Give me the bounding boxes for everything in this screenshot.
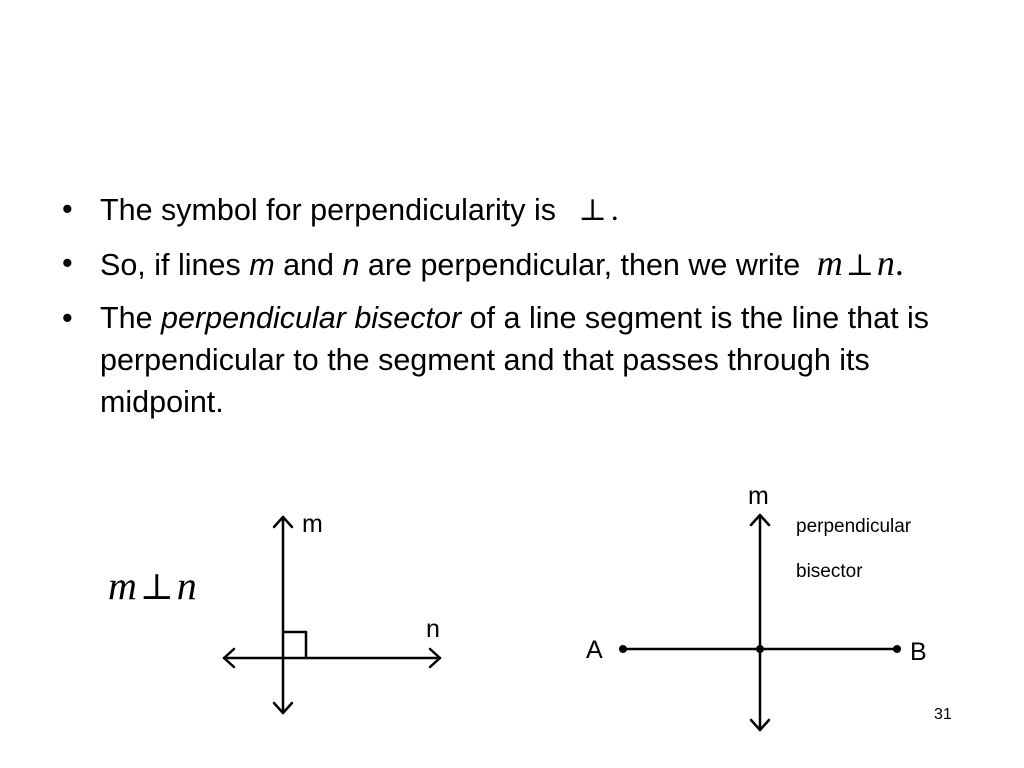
bullet-2-text-3: are perpendicular, then we write [359, 248, 809, 282]
bullet-dot: • [62, 192, 73, 226]
label-a: A [586, 636, 603, 664]
bullet-bisector [60, 297, 980, 423]
slide-number: 31 [934, 706, 952, 723]
bullet-dot: • [62, 301, 73, 335]
label-m-left: m [302, 510, 323, 538]
term-perpendicular-bisector: perpendicular bisector [161, 301, 462, 335]
inline-expression: m ⊥n. [816, 243, 904, 283]
perpendicular-expression: m⊥n [108, 563, 197, 608]
bullet-3-text-2: of a line segment is the line that is perpendicular to the segment and that passes through its midpoint. [100, 301, 930, 419]
var-n: n [342, 248, 360, 282]
bullet-lines-perp [60, 242, 980, 287]
bullet-dot: • [62, 246, 73, 280]
label-b: B [910, 638, 927, 666]
bullet-2-text-1: So, if lines [100, 248, 250, 282]
right-angle-mark [283, 632, 306, 658]
bullet-list [60, 188, 980, 433]
label-n: n [426, 615, 440, 643]
caption-perpendicular: perpendicular [796, 516, 912, 537]
bullet-1-end: . [610, 191, 619, 227]
bullet-1-text: The symbol for perpendicularity is [100, 193, 565, 227]
bullet-2-text-2: and [274, 248, 343, 282]
midpoint [756, 645, 764, 653]
bullet-perp-symbol [60, 188, 980, 232]
perpendicular-bisector-figure [600, 505, 920, 745]
bullet-3-text-1: The [100, 301, 162, 335]
point-a [619, 645, 627, 653]
point-b [893, 645, 901, 653]
label-m-right: m [748, 482, 769, 510]
perpendicular-lines-figure [210, 505, 460, 725]
perp-symbol: ⊥ [578, 193, 607, 228]
var-m: m [249, 248, 275, 282]
caption-bisector: bisector [796, 561, 863, 582]
